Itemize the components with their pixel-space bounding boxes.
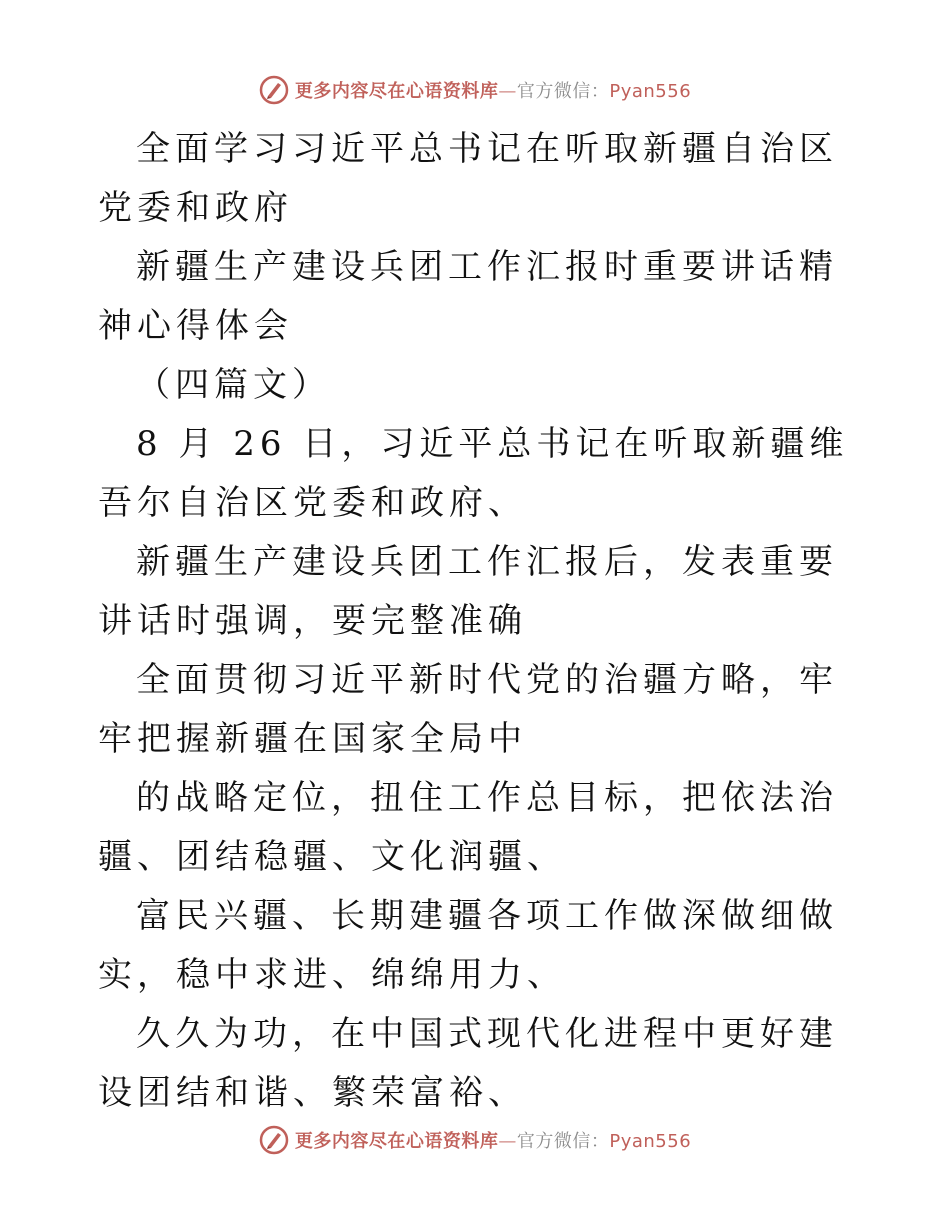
watermark-brand: 更多内容尽在心语资料库 (294, 1131, 499, 1152)
watermark-id: Pyan556 (609, 81, 692, 102)
paragraph-body-6: 久久为功，在中国式现代化进程中更好建设团结和谐、繁荣富裕、 (98, 1014, 838, 1113)
paragraph-title-1: 全面学习习近平总书记在听取新疆自治区党委和政府 (98, 129, 838, 228)
header-watermark (0, 70, 950, 110)
document-body (98, 120, 858, 1123)
paragraph-title-2: 新疆生产建设兵团工作汇报时重要讲话精神心得体会 (98, 247, 838, 346)
watermark-text (295, 77, 691, 103)
watermark-id: Pyan556 (609, 1131, 692, 1152)
paragraph-body-3: 全面贯彻习近平新时代党的治疆方略，牢牢把握新疆在国家全局中 (98, 660, 838, 759)
watermark-label: 官方微信： (516, 1131, 610, 1152)
footer-watermark (0, 1120, 950, 1160)
watermark-group (259, 75, 691, 105)
pen-circle-logo-icon (259, 75, 289, 105)
watermark-label: 官方微信： (516, 81, 610, 102)
watermark-group (259, 1125, 691, 1155)
watermark-brand: 更多内容尽在心语资料库 (294, 81, 499, 102)
paragraph-subtitle: （四篇文） (136, 365, 331, 405)
watermark-text (295, 1127, 691, 1153)
paragraph-body-2: 新疆生产建设兵团工作汇报后，发表重要讲话时强调，要完整准确 (98, 542, 838, 641)
watermark-dash: — (498, 81, 517, 102)
paragraph-body-5: 富民兴疆、长期建疆各项工作做深做细做实，稳中求进、绵绵用力、 (98, 896, 838, 995)
pen-circle-logo-icon (259, 1125, 289, 1155)
paragraph-body-4: 的战略定位，扭住工作总目标，把依法治疆、团结稳疆、文化润疆、 (98, 778, 838, 877)
watermark-dash: — (498, 1131, 517, 1152)
paragraph-body-1: 8 月 26 日，习近平总书记在听取新疆维吾尔自治区党委和政府、 (98, 424, 849, 523)
